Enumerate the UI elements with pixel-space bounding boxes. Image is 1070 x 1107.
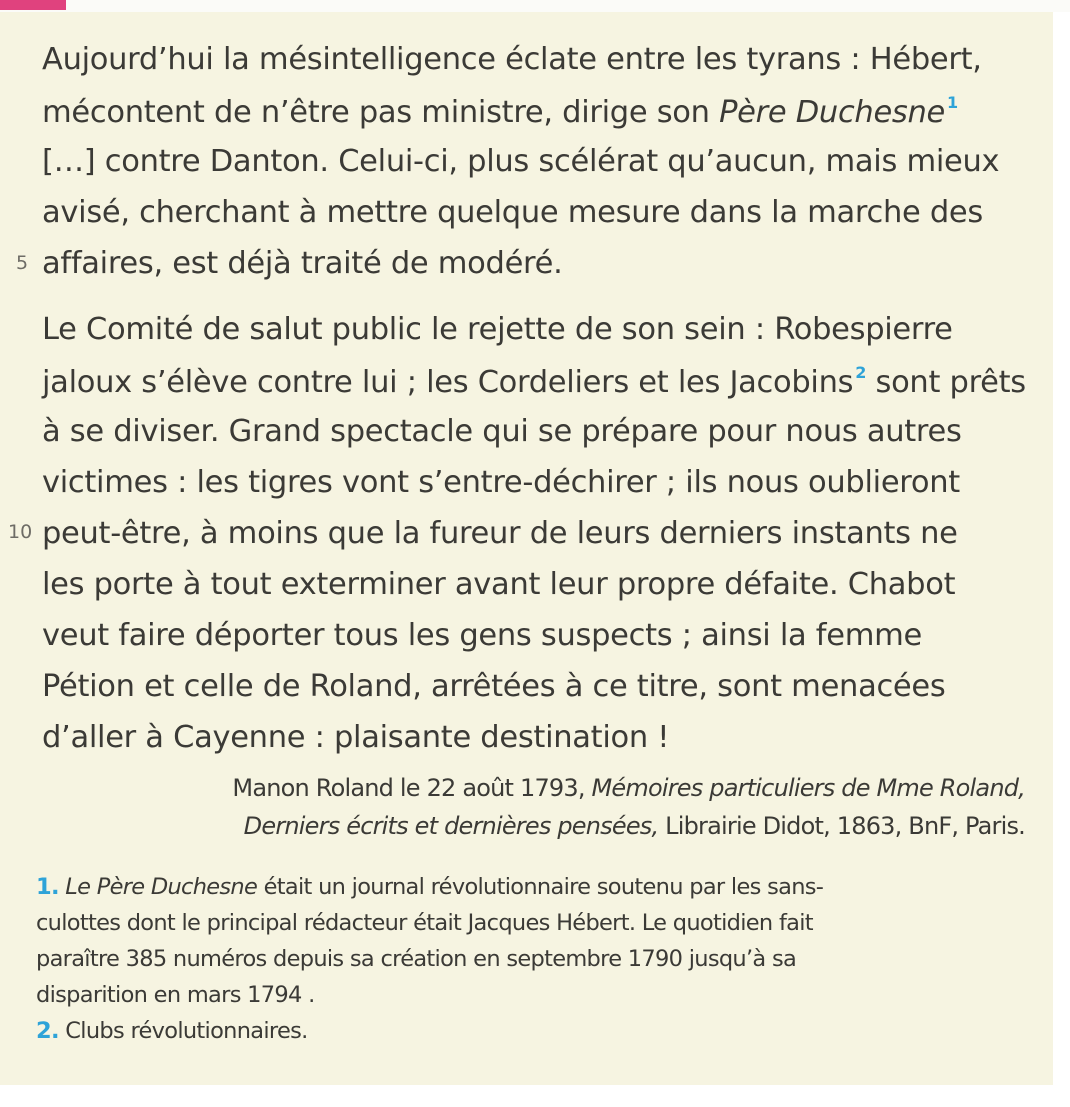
source-citation-line-1 bbox=[232, 774, 1025, 802]
text-line: victimes : les tigres vont s’entre-déchirer ; ils nous oublieront bbox=[42, 465, 960, 500]
footnote-number: 1. bbox=[36, 874, 59, 900]
text-line: à se diviser. Grand spectacle qui se prépare pour nous autres bbox=[42, 414, 962, 449]
footnote-1-line: culottes dont le principal rédacteur était Jacques Hébert. Le quotidien fait bbox=[36, 910, 813, 936]
text-line: avisé, cherchant à mettre quelque mesure dans la marche des bbox=[42, 195, 983, 230]
footnote-work-title: Le Père Duchesne bbox=[65, 874, 258, 900]
source-citation-line-2 bbox=[244, 812, 1025, 840]
footnote-1-line: disparition en mars 1794 . bbox=[36, 982, 315, 1008]
text-segment: jaloux s’élève contre lui ; les Cordeliers et les Jacobins bbox=[42, 365, 854, 400]
line-number: 10 bbox=[8, 521, 33, 543]
source-author-date: Manon Roland le 22 août 1793, bbox=[232, 774, 592, 802]
text-segment: mécontent de n’être pas ministre, dirige son bbox=[42, 95, 720, 130]
footnote-text: était un journal révolutionnaire soutenu par les sans- bbox=[257, 874, 824, 900]
text-line: peut-être, à moins que la fureur de leurs derniers instants ne bbox=[42, 516, 958, 551]
text-line bbox=[42, 363, 1026, 400]
text-line: d’aller à Cayenne : plaisante destination ! bbox=[42, 720, 670, 755]
source-subtitle: Derniers écrits et dernières pensées, bbox=[243, 812, 659, 840]
footnote-1 bbox=[36, 874, 823, 900]
work-title: Père Duchesne bbox=[719, 95, 946, 130]
footnote-text: Clubs révolutionnaires. bbox=[58, 1018, 308, 1044]
source-title: Mémoires particuliers de Mme Roland, bbox=[591, 774, 1025, 802]
source-publisher: Librairie Didot, 1863, BnF, Paris. bbox=[658, 812, 1025, 840]
text-line: Le Comité de salut public le rejette de son sein : Robespierre bbox=[42, 312, 953, 347]
footnote-1-line: paraître 385 numéros depuis sa création en septembre 1790 jusqu’à sa bbox=[36, 946, 797, 972]
text-line: veut faire déporter tous les gens suspects ; ainsi la femme bbox=[42, 618, 922, 653]
footnote-2 bbox=[36, 1018, 308, 1044]
footnote-number: 2. bbox=[36, 1018, 59, 1044]
footnote-ref-2[interactable]: 2 bbox=[855, 363, 867, 382]
document-excerpt-box bbox=[0, 12, 1053, 1085]
text-line bbox=[42, 93, 958, 130]
footnote-ref-1[interactable]: 1 bbox=[947, 93, 958, 112]
text-line: les porte à tout exterminer avant leur propre défaite. Chabot bbox=[42, 567, 956, 602]
text-segment: sont prêts bbox=[866, 365, 1026, 400]
text-line: Pétion et celle de Roland, arrêtées à ce titre, sont menacées bbox=[42, 669, 946, 704]
section-color-tab bbox=[0, 0, 66, 10]
page-top-strip bbox=[0, 0, 1070, 12]
text-line: affaires, est déjà traité de modéré. bbox=[42, 246, 563, 281]
text-line: […] contre Danton. Celui-ci, plus scélérat qu’aucun, mais mieux bbox=[42, 144, 1000, 179]
text-line: Aujourd’hui la mésintelligence éclate entre les tyrans : Hébert, bbox=[42, 42, 982, 77]
line-number: 5 bbox=[16, 252, 29, 274]
